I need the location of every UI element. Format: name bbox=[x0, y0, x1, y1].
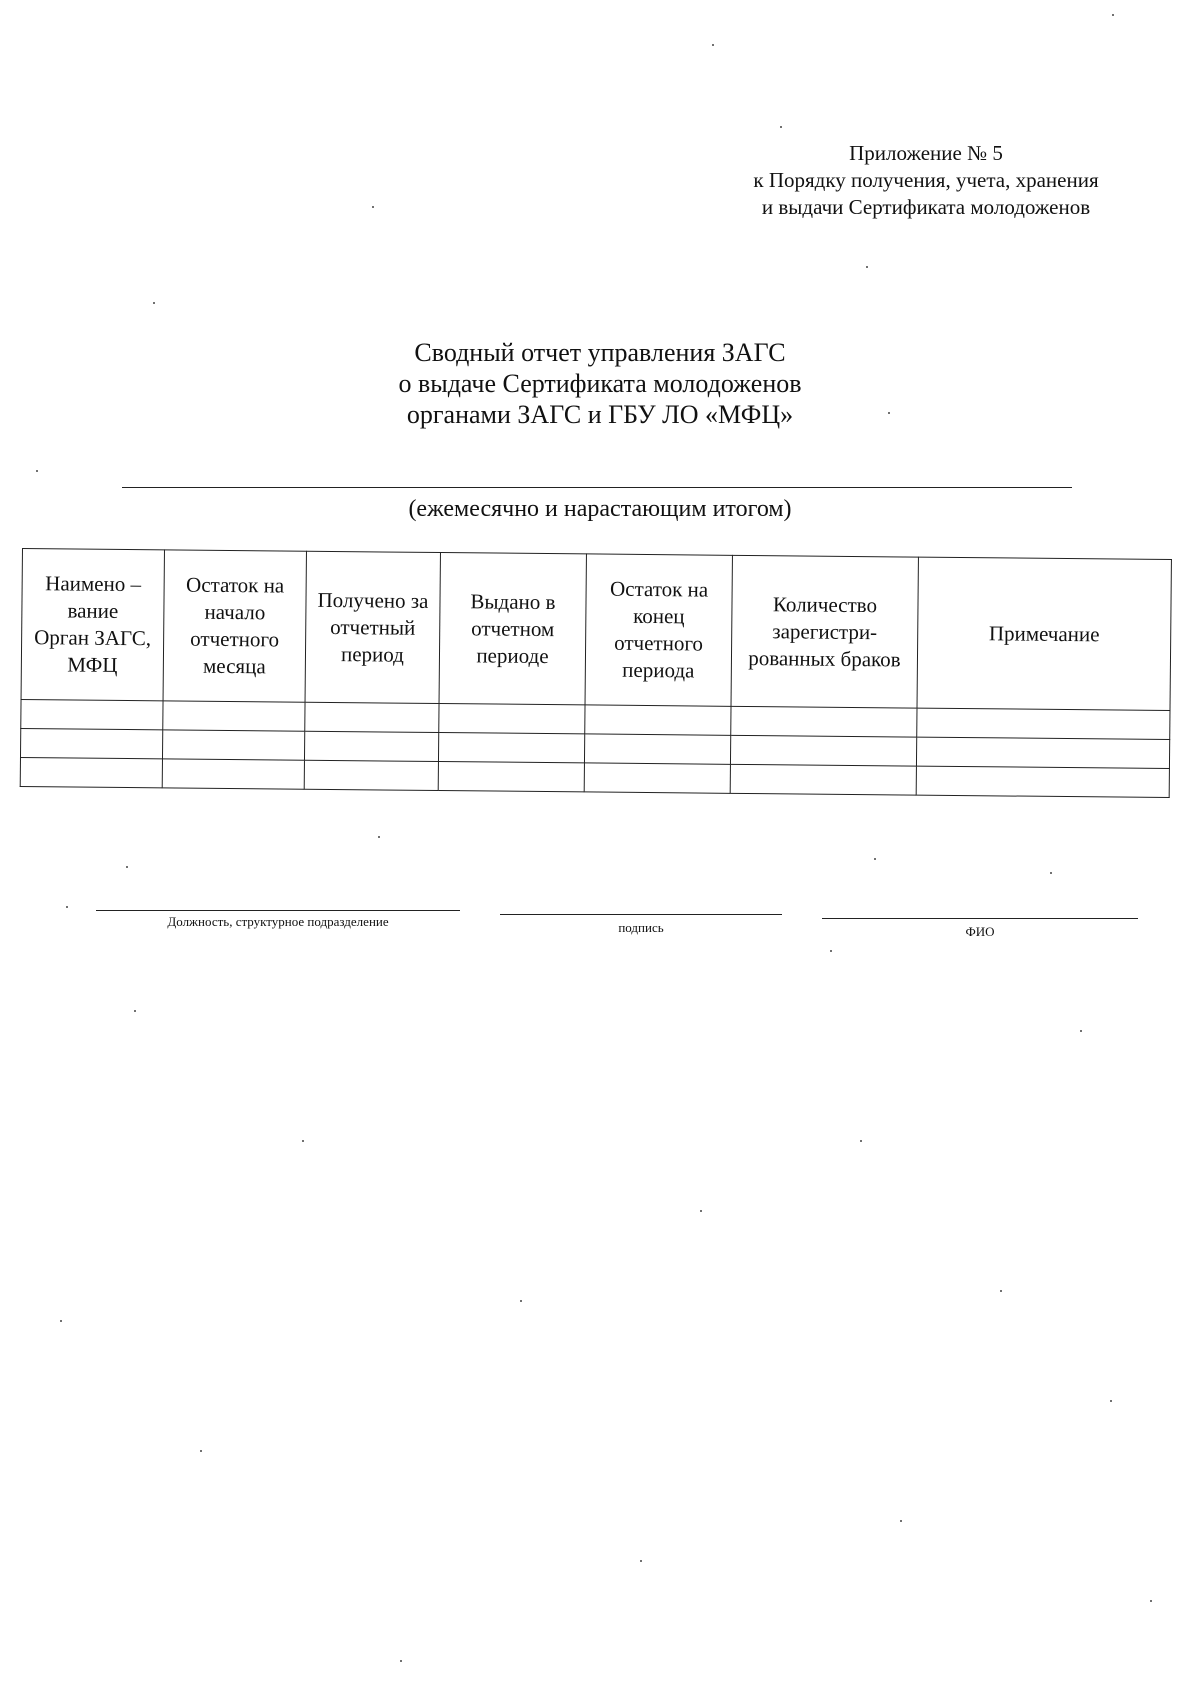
scan-speck bbox=[520, 1300, 522, 1302]
scan-speck bbox=[302, 1140, 304, 1142]
name-signature-line[interactable] bbox=[822, 918, 1138, 919]
header-end-balance: Остаток на конец отчетного периода bbox=[585, 554, 732, 706]
header-start-balance: Остаток на начало отчетного месяца bbox=[163, 550, 306, 702]
period-note: (ежемесячно и нарастающим итогом) bbox=[408, 496, 792, 522]
table-cell[interactable] bbox=[584, 734, 730, 764]
signature-line[interactable] bbox=[500, 914, 782, 915]
signature-label: подпись bbox=[618, 920, 664, 935]
period-fill-line[interactable] bbox=[122, 487, 1072, 488]
position-label: Должность, структурное подразделение bbox=[167, 914, 389, 929]
appendix-line-1: Приложение № 5 bbox=[849, 141, 1003, 165]
scan-speck bbox=[874, 858, 876, 860]
table-cell[interactable] bbox=[730, 764, 916, 795]
scan-speck bbox=[860, 1140, 862, 1142]
position-signature-line[interactable] bbox=[96, 910, 460, 911]
header-received: Получено за отчетный период bbox=[305, 551, 440, 703]
table-cell[interactable] bbox=[163, 701, 305, 731]
scan-speck bbox=[712, 44, 714, 46]
header-notes: Примечание bbox=[917, 557, 1171, 710]
appendix-note bbox=[716, 140, 1136, 221]
scan-speck bbox=[866, 266, 868, 268]
table-cell[interactable] bbox=[21, 699, 163, 729]
scan-speck bbox=[1110, 1400, 1112, 1402]
header-issued: Выдано в отчетном периоде bbox=[439, 553, 586, 705]
table-cell[interactable] bbox=[916, 737, 1169, 768]
document-title bbox=[300, 337, 900, 430]
table-cell[interactable] bbox=[730, 735, 916, 766]
header-organ-name: Наимено – вание Орган ЗАГС, МФЦ bbox=[21, 549, 164, 701]
scan-speck bbox=[1112, 14, 1114, 16]
scan-speck bbox=[1050, 872, 1052, 874]
title-line-2: о выдаче Сертификата молодоженов bbox=[398, 369, 802, 398]
scan-speck bbox=[400, 1660, 402, 1662]
table-header-row bbox=[21, 549, 1171, 711]
scan-speck bbox=[153, 302, 155, 304]
title-line-3: органами ЗАГС и ГБУ ЛО «МФЦ» bbox=[406, 400, 794, 429]
appendix-line-3: и выдачи Сертификата молодоженов bbox=[761, 195, 1091, 219]
scan-speck bbox=[372, 206, 374, 208]
table-cell[interactable] bbox=[917, 708, 1170, 739]
report-table bbox=[20, 548, 1172, 798]
scan-speck bbox=[900, 1520, 902, 1522]
scan-speck bbox=[134, 1010, 136, 1012]
table-cell[interactable] bbox=[439, 704, 585, 734]
scan-speck bbox=[640, 1560, 642, 1562]
scan-speck bbox=[1080, 1030, 1082, 1032]
table-cell[interactable] bbox=[916, 766, 1169, 797]
scan-speck bbox=[1000, 1290, 1002, 1292]
table-cell[interactable] bbox=[305, 702, 439, 732]
name-label: ФИО bbox=[965, 924, 995, 939]
scan-speck bbox=[700, 1210, 702, 1212]
scan-speck bbox=[378, 836, 380, 838]
scan-speck bbox=[60, 1320, 62, 1322]
scan-speck bbox=[36, 470, 38, 472]
table-cell[interactable] bbox=[304, 731, 438, 761]
scan-speck bbox=[888, 412, 890, 414]
table-cell[interactable] bbox=[20, 757, 162, 787]
table-cell[interactable] bbox=[162, 759, 304, 789]
scan-speck bbox=[200, 1450, 202, 1452]
table-cell[interactable] bbox=[162, 730, 304, 760]
table-cell[interactable] bbox=[584, 763, 730, 793]
scan-speck bbox=[830, 950, 832, 952]
scan-speck bbox=[780, 126, 782, 128]
table-cell[interactable] bbox=[304, 760, 438, 790]
scan-speck bbox=[1150, 1600, 1152, 1602]
title-line-1: Сводный отчет управления ЗАГС bbox=[414, 338, 786, 367]
table-cell[interactable] bbox=[731, 706, 917, 737]
table-cell[interactable] bbox=[585, 705, 731, 735]
scan-speck bbox=[126, 866, 128, 868]
table-cell[interactable] bbox=[438, 762, 584, 792]
header-marriages-count: Количество зарегистри- рованных браков bbox=[731, 555, 918, 708]
scan-speck bbox=[66, 906, 68, 908]
table-cell[interactable] bbox=[20, 728, 162, 758]
appendix-line-2: к Порядку получения, учета, хранения bbox=[753, 168, 1099, 192]
table-cell[interactable] bbox=[438, 733, 584, 763]
